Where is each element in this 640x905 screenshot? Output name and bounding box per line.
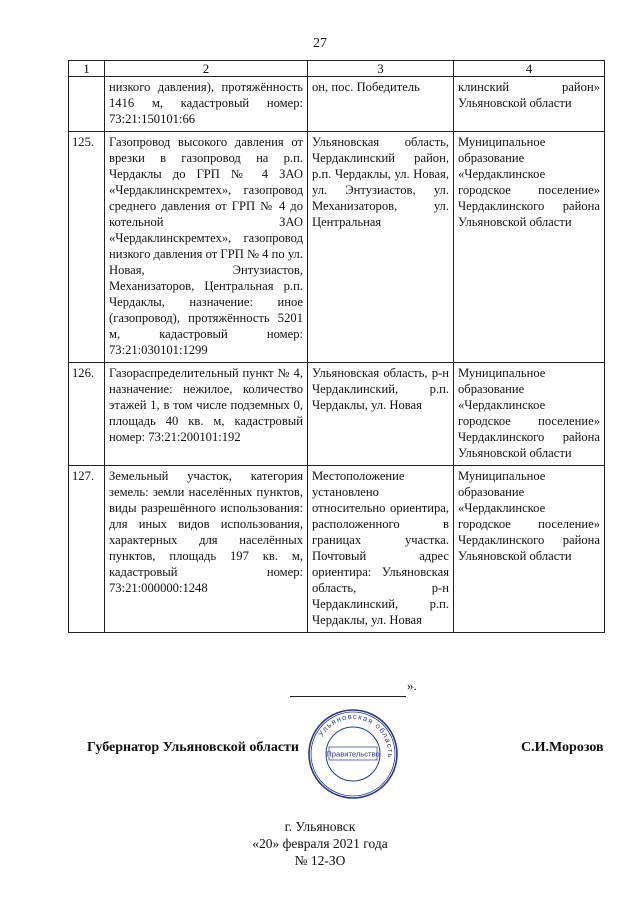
row-number: 127. (69, 466, 105, 633)
page-number: 27 (313, 36, 327, 51)
table-row (69, 466, 605, 633)
table-row (69, 77, 605, 132)
row-number: 126. (69, 363, 105, 466)
header-col-2: 2 (105, 61, 308, 77)
header-col-1: 1 (69, 61, 105, 77)
header-col-4: 4 (454, 61, 605, 77)
table-row (69, 363, 605, 466)
object-location: Ульяновская область, р-н Чердаклинский, р.п. Чердаклы, ул. Новая (308, 363, 454, 466)
object-description: Земельный участок, категория земель: земли населённых пунктов, виды разрешённого использования: для иных видов использования, характерных для населённых пунктов, площадь 197 кв. м, кадастровый номер: 73:21:000000:1248 (105, 466, 308, 633)
object-owner: клинский район» Ульяновской области (454, 77, 605, 132)
object-location: он, пос. Победитель (308, 77, 454, 132)
document-footer (0, 818, 640, 869)
object-owner: Муниципальное образование «Чердаклинское городское поселение» Чердаклинского района Ульяновской области (454, 466, 605, 633)
object-description: Газопровод высокого давления от врезки в газопровод на р.п. Чердаклы до ГРП № 4 ЗАО «Чердаклинскремтех», газопровод среднего давления от ГРП № 4 до котельной ЗАО «Чердаклинскремтех», газопровод низкого давления от ГРП № 4 по ул. Новая, Энтузиастов, Механизаторов, Центральная р.п. Чердаклы, назначение: иное (газопровод), протяжённость 5201 м, кадастровый номер: 73:21:030101:1299 (105, 132, 308, 363)
object-location: Местоположение установлено относительно ориентира, расположенного в границах участка. Почтовый адрес ориентира: Ульяновская область, р-н Чердаклинский, р.п. Чердаклы, ул. Новая (308, 466, 454, 633)
table-row (69, 132, 605, 363)
footer-city: г. Ульяновск (284, 819, 356, 834)
footer-date: «20» февраля 2021 года (252, 836, 388, 851)
registry-table (68, 60, 605, 633)
row-number: 125. (69, 132, 105, 363)
closing-mark: ». (407, 678, 417, 693)
footer-number: № 12-ЗО (294, 853, 346, 868)
table-header-row (69, 61, 605, 77)
signatory-name: С.И.Морозов (521, 740, 604, 755)
object-location: Ульяновская область, Чердаклинский район, р.п. Чердаклы, ул. Новая, ул. Энтузиастов, ул. Механизаторов, ул. Центральная (308, 132, 454, 363)
signatory-title: Губернатор Ульяновской области (87, 740, 299, 755)
seal-outer-text: Ульяновская область (316, 711, 396, 760)
row-number (69, 77, 105, 132)
header-col-3: 3 (308, 61, 454, 77)
object-owner: Муниципальное образование «Чердаклинское городское поселение» Чердаклинского района Ульяновской области (454, 363, 605, 466)
object-description: Газораспределительный пункт № 4, назначение: нежилое, количество этажей 1, в том числе подземных 0, площадь 40 кв. м, кадастровый номер: 73:21:200101:192 (105, 363, 308, 466)
object-description: низкого давления), протяжённость 1416 м, кадастровый номер: 73:21:150101:66 (105, 77, 308, 132)
seal-center-text: Правительство (326, 749, 380, 759)
object-owner: Муниципальное образование «Чердаклинское городское поселение» Чердаклинского района Ульяновской области (454, 132, 605, 363)
official-seal-icon (307, 708, 399, 800)
closing-line (290, 684, 406, 697)
